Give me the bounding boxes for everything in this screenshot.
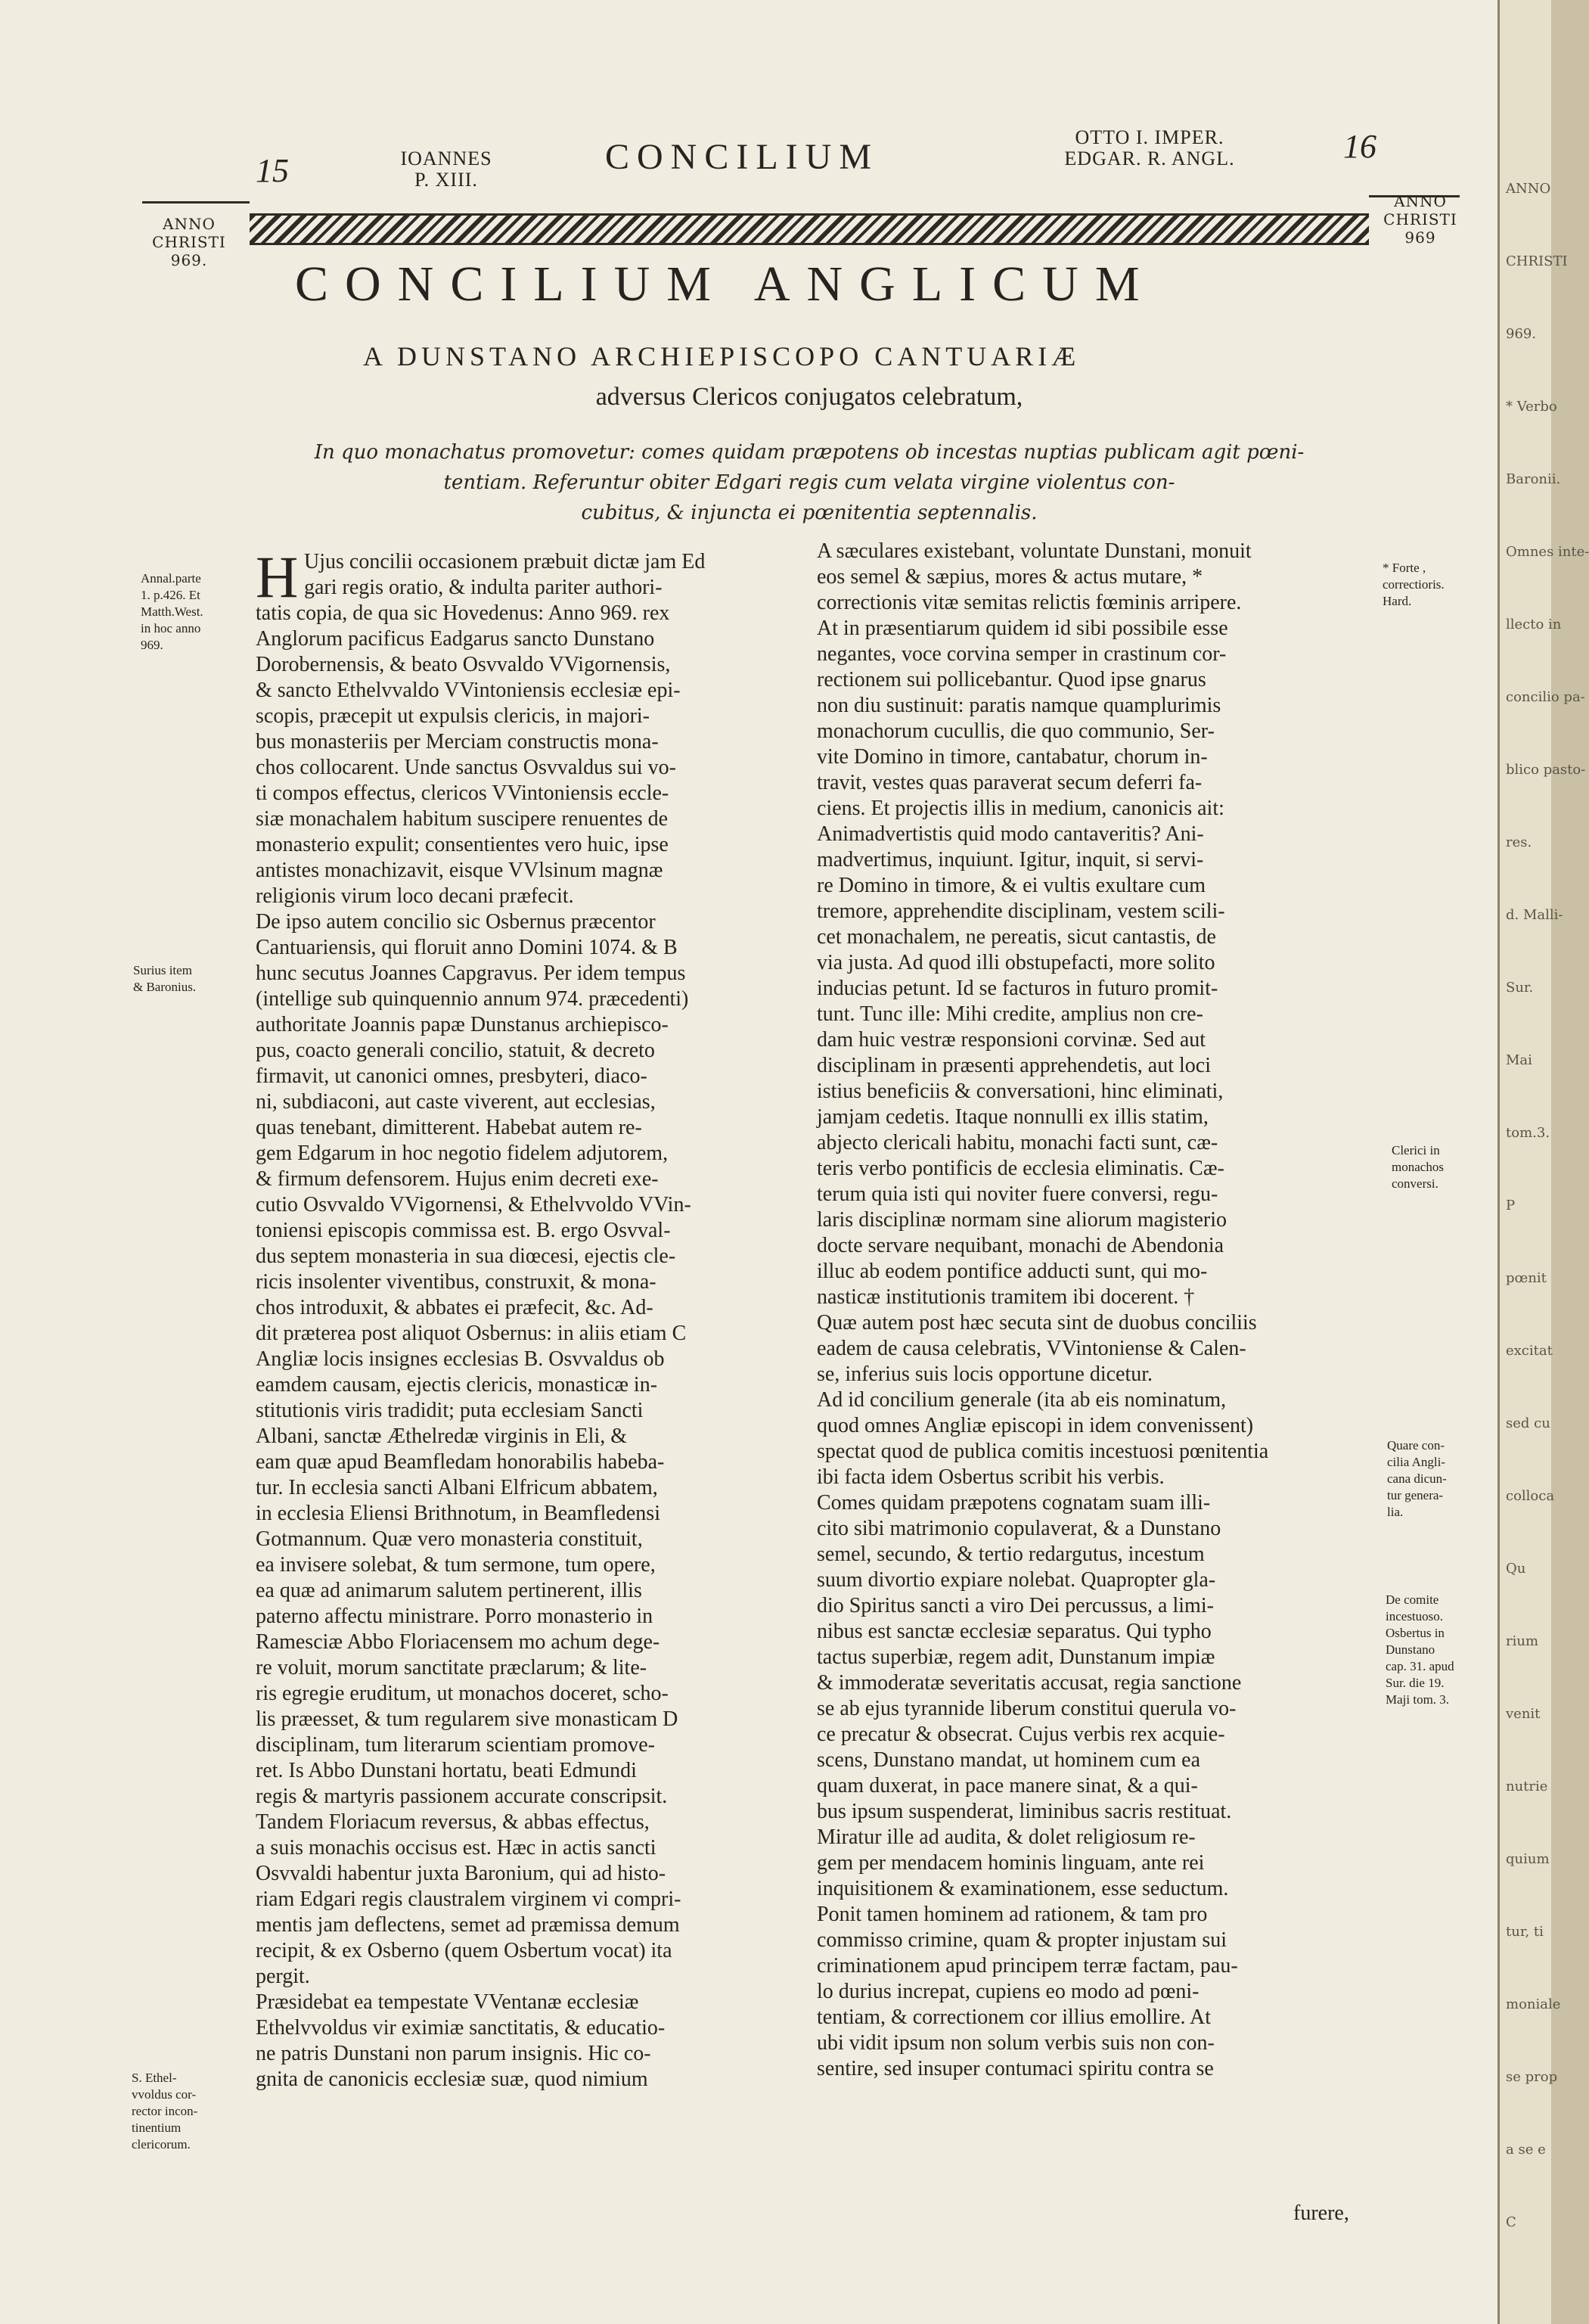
gutter-fragment: excitat: [1506, 1343, 1553, 1359]
text-line: non diu sustinuit: paratis namque quamplurimis: [817, 694, 1221, 717]
chapter-subtitle-2: adversus Clericos conjugatos celebratum,: [595, 383, 1023, 411]
text-line: quod omnes Angliæ episcopi in idem convenissent): [817, 1414, 1254, 1437]
text-line: De ipso autem concilio sic Osbernus præcentor: [256, 910, 656, 934]
gutter-fragment: Mai: [1506, 1052, 1532, 1068]
gutter-fragment: CHRISTI: [1506, 253, 1568, 269]
page-number-left: 15: [256, 152, 289, 189]
text-line: firmavit, ut canonici omnes, presbyteri, diaco-: [256, 1064, 647, 1088]
gutter-fragment: colloca: [1506, 1488, 1555, 1504]
gutter-fragment: d. Malli-: [1506, 907, 1563, 923]
text-line: illuc ab eodem pontifice adducti sunt, qui mo-: [817, 1260, 1208, 1283]
ruler-emperor: OTTO I. IMPER.: [1075, 126, 1224, 148]
catchword: furere,: [1293, 2201, 1349, 2225]
text-line: inducias petunt. Id se facturos in futuro promit-: [817, 977, 1218, 1000]
text-line: se ab ejus tyrannide liberum constitui querula vo-: [817, 1697, 1237, 1720]
rule-left: [142, 201, 250, 204]
pope-heading: [393, 148, 499, 191]
text-line: cutio Osvvaldo VVigornensi, & Ethelvvoldo VVin-: [256, 1193, 691, 1216]
gutter-fragment: a se e: [1506, 2142, 1546, 2158]
text-line: (intellige sub quinquennio annum 974. præcedenti): [256, 987, 689, 1011]
text-line: monachorum cucullis, die quo communio, Ser-: [817, 719, 1215, 743]
text-line: ubi vidit ipsum non solum verbis suis non con-: [817, 2031, 1215, 2055]
text-line: monasterio expulit; consentientes vero huic, ipse: [256, 833, 669, 856]
text-line: Ponit tamen hominem ad rationem, & tam pro: [817, 1903, 1208, 1926]
text-line: vite Domino in timore, cantabatur, chorum in-: [817, 745, 1208, 769]
text-line: sentire, sed insuper contumaci spiritu contra se: [817, 2057, 1214, 2080]
text-line: disciplinam in præsenti apprehendetis, aut loci: [817, 1054, 1211, 1077]
gutter-fragment: sed cu: [1506, 1415, 1550, 1431]
text-line: tactus superbiæ, regem adit, Dunstanum impiæ: [817, 1645, 1215, 1669]
ornamental-band: [250, 213, 1369, 245]
gutter-fragment: tur, ti: [1506, 1924, 1544, 1940]
chapter-summary: In quo monachatus promovetur: comes quidam præpotens ob incestas nuptias publicam agit pœni- tentiam. Referuntur obiter Edgari regis cum velata virgine violentus con- cubitus, & injuncta ei pœnitentia septennalis.: [314, 441, 1305, 524]
text-line: & sancto Ethelvvaldo VVintoniensis ecclesiæ epi-: [256, 679, 681, 702]
margin-note-clerici: Clerici in monachos conversi.: [1392, 1143, 1444, 1191]
text-line: ti compos effectus, clericos VVintoniensis eccle-: [256, 781, 669, 805]
text-line: Dorobernensis, & beato Osvvaldo VVigornensis,: [256, 653, 671, 676]
text-line: eamdem causam, ejectis clericis, monasticæ in-: [256, 1373, 658, 1397]
anno-christi-right: ANNO CHRISTI 969: [1383, 192, 1457, 247]
facing-page-edge: [1497, 0, 1589, 2324]
margin-note-de-comite: De comite incestuoso. Osbertus in Dunstano cap. 31. apud Sur. die 19. Maji tom. 3.: [1386, 1592, 1454, 1707]
text-line: terum quia isti qui noviter fuere conversi, regu-: [817, 1182, 1218, 1206]
text-line: travit, vestes quas paraverat secum deferri fa-: [817, 771, 1203, 794]
text-line: regis & martyris passionem accurate conscripsit.: [256, 1785, 668, 1808]
gutter-fragment: tom.3.: [1506, 1125, 1550, 1141]
text-line: pergit.: [256, 1965, 310, 1988]
text-line: semel, secundo, & tertio redargutus, incestum: [817, 1543, 1205, 1566]
text-line: jamjam cedetis. Itaque nonnulli ex illis statim,: [817, 1105, 1209, 1129]
text-line: eos semel & sæpius, mores & actus mutare, *: [817, 565, 1203, 589]
text-line: gnita de canonicis ecclesiæ suæ, quod nimium: [256, 2068, 648, 2091]
text-line: Tandem Floriacum reversus, & abbas effectus,: [256, 1810, 650, 1834]
text-line: Ujus concilii occasionem præbuit dictæ jam Ed: [304, 550, 706, 573]
gutter-fragment: Qu: [1506, 1561, 1526, 1577]
text-line: scens, Dunstano mandat, ut hominem cum ea: [817, 1748, 1200, 1772]
text-line: & firmum defensorem. Hujus enim decreti exe-: [256, 1167, 659, 1191]
text-line: Animadvertistis quid modo cantaveritis? Ani-: [817, 822, 1204, 846]
text-line: bus ipsum suspenderat, liminibus sacris restituat.: [817, 1800, 1232, 1823]
text-line: criminationem apud principem terræ factam, pau-: [817, 1954, 1238, 1978]
text-line: ret. Is Abbo Dunstani hortatu, beati Edmundi: [256, 1759, 637, 1782]
text-line: Quæ autem post hæc secuta sint de duobus conciliis: [817, 1311, 1257, 1334]
text-line: re voluit, morum sanctitate præclarum; & lite-: [256, 1656, 647, 1679]
text-line: tatis copia, de qua sic Hovedenus: Anno 969. rex: [256, 601, 670, 625]
text-line: commisso crimine, quam & propter injustam sui: [817, 1928, 1227, 1952]
gutter-fragment: Baronii.: [1506, 471, 1561, 487]
text-line: lo durius increpat, cupiens eo modo ad pœni-: [817, 1980, 1200, 2003]
text-line: Miratur ille ad audita, & dolet religiosum re-: [817, 1825, 1196, 1849]
gutter-fragment: quium: [1506, 1851, 1550, 1867]
text-line: negantes, voce corvina semper in crastinum cor-: [817, 642, 1227, 666]
text-line: in ecclesia Eliensi Brithnotum, in Beamfledensi: [256, 1502, 660, 1525]
text-line: Ramesciæ Abbo Floriacensem mo achum dege-: [256, 1630, 660, 1654]
text-line: cito sibi matrimonio copulaverat, & a Dunstano: [817, 1517, 1221, 1540]
text-line: Osvvaldi habentur juxta Baronium, qui ad histo-: [256, 1862, 666, 1885]
text-line: gem per mendacem hominis linguam, ante rei: [817, 1851, 1205, 1875]
text-line: istius beneficiis & conversationi, hinc eliminati,: [817, 1080, 1224, 1103]
text-line: Comes quidam præpotens cognatam suam illi-: [817, 1491, 1211, 1515]
text-line: hunc secutus Joannes Capgravus. Per idem tempus: [256, 962, 686, 985]
text-line: eadem de causa celebratis, VVintoniense & Calen-: [817, 1337, 1246, 1360]
text-line: dit præterea post aliquot Osbernus: in aliis etiam C: [256, 1322, 687, 1345]
text-line: lis præesset, & tum regularem sive monasticam D: [256, 1707, 678, 1731]
text-line: mentis jam deflectens, semet ad præmissa demum: [256, 1913, 680, 1937]
gutter-fragment: P: [1506, 1198, 1516, 1213]
text-line: Ad id concilium generale (ita ab eis nominatum,: [817, 1388, 1227, 1412]
gutter-fragment: 969.: [1506, 326, 1537, 342]
margin-note-surius: Surius item & Baronius.: [133, 963, 197, 994]
gutter-fragment: nutrie: [1506, 1779, 1548, 1794]
text-line: correctionis vitæ semitas relictis fœminis arripere.: [817, 591, 1242, 614]
anno-christi-left: ANNO CHRISTI 969.: [152, 215, 226, 269]
gutter-fragment: Omnes inte-: [1506, 544, 1589, 560]
text-column-left: [256, 544, 800, 2093]
chapter-subtitle: A DUNSTANO ARCHIEPISCOPO CANTUARIÆ: [363, 341, 1081, 371]
text-line: nibus est sanctæ ecclesiæ separatus. Qui typho: [817, 1620, 1212, 1643]
text-line: ciens. Et projectis illis in medium, canonicis ait:: [817, 797, 1224, 820]
text-line: Anglorum pacificus Eadgarus sancto Dunstano: [256, 627, 655, 651]
text-line: se, inferius suis locis opportune dicetur.: [817, 1362, 1153, 1386]
page-number-right: 16: [1343, 128, 1376, 165]
text-line: At in præsentiarum quidem id sibi possibile esse: [817, 617, 1228, 640]
text-line: suum divortio expiare nolebat. Quapropter gla-: [817, 1568, 1216, 1592]
text-line: rectionem sui pollicebantur. Quod ipse gnarus: [817, 668, 1206, 691]
text-line: & immoderatæ severitatis accusat, regia sanctione: [817, 1671, 1242, 1695]
gutter-fragment: venit: [1506, 1706, 1541, 1722]
gutter-fragment: pœnit: [1506, 1270, 1547, 1286]
gutter-fragment: blico pasto-: [1506, 762, 1586, 778]
text-line: tremore, apprehendite disciplinam, vestem scili-: [817, 899, 1225, 923]
text-line: quam duxerat, in pace manere sinat, & a qui-: [817, 1774, 1198, 1797]
text-line: tentiam, & correctionem cor illius emollire. At: [817, 2006, 1211, 2029]
text-line: Ethelvvoldus vir eximiæ sanctitatis, & educatio-: [256, 2016, 666, 2040]
gutter-fragment: rium: [1506, 1633, 1539, 1649]
ruler-king: EDGAR. R. ANGL.: [1064, 148, 1235, 169]
text-line: ea invisere solebat, & tum sermone, tum opere,: [256, 1553, 656, 1577]
gutter-fragment: res.: [1506, 834, 1532, 850]
text-line: pus, coacto generali concilio, statuit, & decreto: [256, 1039, 655, 1062]
text-line: re Domino in timore, & ei vultis exultare cum: [817, 874, 1206, 897]
text-line: riam Edgari regis claustralem virginem vi compri-: [256, 1887, 681, 1911]
text-line: dam huic vestræ responsioni corvinæ. Sed aut: [817, 1028, 1206, 1052]
text-line: siæ monachalem habitum suscipere renuentes de: [256, 807, 669, 831]
text-line: chos collocarent. Unde sanctus Osvvaldus sui vo-: [256, 756, 676, 779]
text-line: ris egregie eruditum, ut monachos doceret, scho-: [256, 1682, 669, 1705]
text-line: Præsidebat ea tempestate VVentanæ ecclesiæ: [256, 1990, 639, 2014]
margin-note-ethelvvoldus: S. Ethel- vvoldus cor- rector incon- tinentium clericorum.: [132, 2071, 198, 2152]
text-line: stitutionis viris tradidit; puta ecclesiam Sancti: [256, 1399, 644, 1422]
chapter-title: CONCILIUM ANGLICUM: [295, 256, 1156, 312]
text-line: dus septem monasteria in sua diœcesi, ejectis cle-: [256, 1244, 676, 1268]
gutter-fragment: * Verbo: [1506, 399, 1557, 415]
text-line: madvertimus, inquiunt. Igitur, inquit, si servi-: [817, 848, 1204, 872]
text-line: eam quæ apud Beamfledam honorabilis habeba-: [256, 1450, 665, 1474]
text-line: religionis virum loco decani præfecit.: [256, 884, 574, 908]
text-line: gari regis oratio, & indulta pariter authori-: [304, 576, 663, 599]
gutter-fragment: ANNO: [1506, 181, 1551, 197]
text-line: toniensi episcopis commissa est. B. ergo Osvval-: [256, 1219, 671, 1242]
margin-note-concilia: Quare con- cilia Angli- cana dicun- tur genera- lia.: [1387, 1438, 1447, 1519]
rulers-heading: [1036, 127, 1263, 169]
gutter-fragment: llecto in: [1506, 617, 1562, 632]
text-line: A sæculares existebant, voluntate Dunstani, monuit: [817, 539, 1252, 563]
text-line: laris disciplinæ normam sine aliorum magisterio: [817, 1208, 1227, 1232]
text-line: via justa. Ad quod illi obstupefacti, more solito: [817, 951, 1215, 974]
text-line: docte servare nequibant, monachi de Abendonia: [817, 1234, 1224, 1257]
text-line: teris verbo pontificis de ecclesia eliminatis. Cæ-: [817, 1157, 1224, 1180]
text-line: disciplinam, tum literarum scientiam promove-: [256, 1733, 655, 1757]
text-line: antistes monachizavit, eisque VVlsinum magnæ: [256, 859, 663, 882]
gutter-fragment: concilio pa-: [1506, 689, 1585, 705]
text-line: tur. In ecclesia sancti Albani Elfricum abbatem,: [256, 1476, 658, 1499]
text-line: Angliæ locis insignes ecclesias B. Osvvaldus ob: [256, 1347, 665, 1371]
gutter-fragment: moniale: [1506, 1996, 1561, 2012]
text-line: a suis monachis occisus est. Hæc in actis sancti: [256, 1836, 656, 1860]
text-line: paterno affectu ministrare. Porro monasterio in: [256, 1605, 653, 1628]
text-line: cet monachalem, ne pereatis, sicut cantastis, de: [817, 925, 1216, 949]
drop-cap: H: [256, 544, 299, 610]
margin-note-annal: Annal.parte 1. p.426. Et Matth.West. in hoc anno 969.: [141, 571, 203, 652]
gutter-fragment: Sur.: [1506, 980, 1534, 996]
text-line: spectat quod de publica comitis incestuosi pœnitentia: [817, 1440, 1269, 1463]
text-line: chos introduxit, & abbates ei præfecit, &c. Ad-: [256, 1296, 653, 1319]
text-line: bus monasteriis per Merciam constructis mona-: [256, 730, 659, 753]
text-line: ni, subdiaconi, aut caste viverent, aut ecclesias,: [256, 1090, 656, 1114]
text-line: ricis insolenter viventibus, construxit, & mona-: [256, 1270, 656, 1294]
text-line: nasticæ institutionis tramitem ibi docerent. †: [817, 1285, 1195, 1309]
text-line: recipit, & ex Osberno (quem Osbertum vocat) ita: [256, 1939, 672, 1962]
text-line: gem Edgarum in hoc negotio fidelem adjutorem,: [256, 1142, 669, 1165]
margin-note-forte: * Forte , correctioris. Hard.: [1383, 561, 1445, 608]
text-line: authoritate Joannis papæ Dunstanus archiepisco-: [256, 1013, 669, 1036]
text-line: ne patris Dunstani non parum insignis. Hic co-: [256, 2042, 651, 2065]
text-line: inquisitionem & examinationem, esse seductum.: [817, 1877, 1229, 1900]
gutter-fragment: C: [1506, 2214, 1516, 2230]
pope-name: IOANNES: [400, 148, 492, 169]
text-line: ibi facta idem Osbertus scribit his verbis.: [817, 1465, 1165, 1489]
text-line: dio Spiritus sancti a viro Dei percussus, a limi-: [817, 1594, 1214, 1617]
pope-number: P. XIII.: [414, 169, 478, 191]
running-title: CONCILIUM: [605, 137, 879, 177]
gutter-fragment: se prop: [1506, 2069, 1558, 2085]
text-line: Albani, sanctæ Æthelredæ virginis in Eli, &: [256, 1425, 627, 1448]
text-line: Cantuariensis, qui floruit anno Domini 1074. & B: [256, 936, 678, 959]
text-line: tunt. Tunc ille: Mihi credite, amplius non cre-: [817, 1002, 1203, 1026]
text-line: quas tenebant, dimitterent. Habebat autem re-: [256, 1116, 642, 1139]
text-line: Gotmannum. Quæ vero monasteria constituit,: [256, 1527, 643, 1551]
text-column-right: [817, 539, 1376, 2082]
text-line: ce precatur & obsecrat. Cujus verbis rex acquie-: [817, 1723, 1225, 1746]
text-line: ea quæ ad animarum salutem pertinerent, illis: [256, 1579, 642, 1602]
text-line: scopis, præcepit ut expulsis clericis, in majori-: [256, 704, 650, 728]
text-line: abjecto clericali habitu, monachi facti sunt, cæ-: [817, 1131, 1218, 1154]
